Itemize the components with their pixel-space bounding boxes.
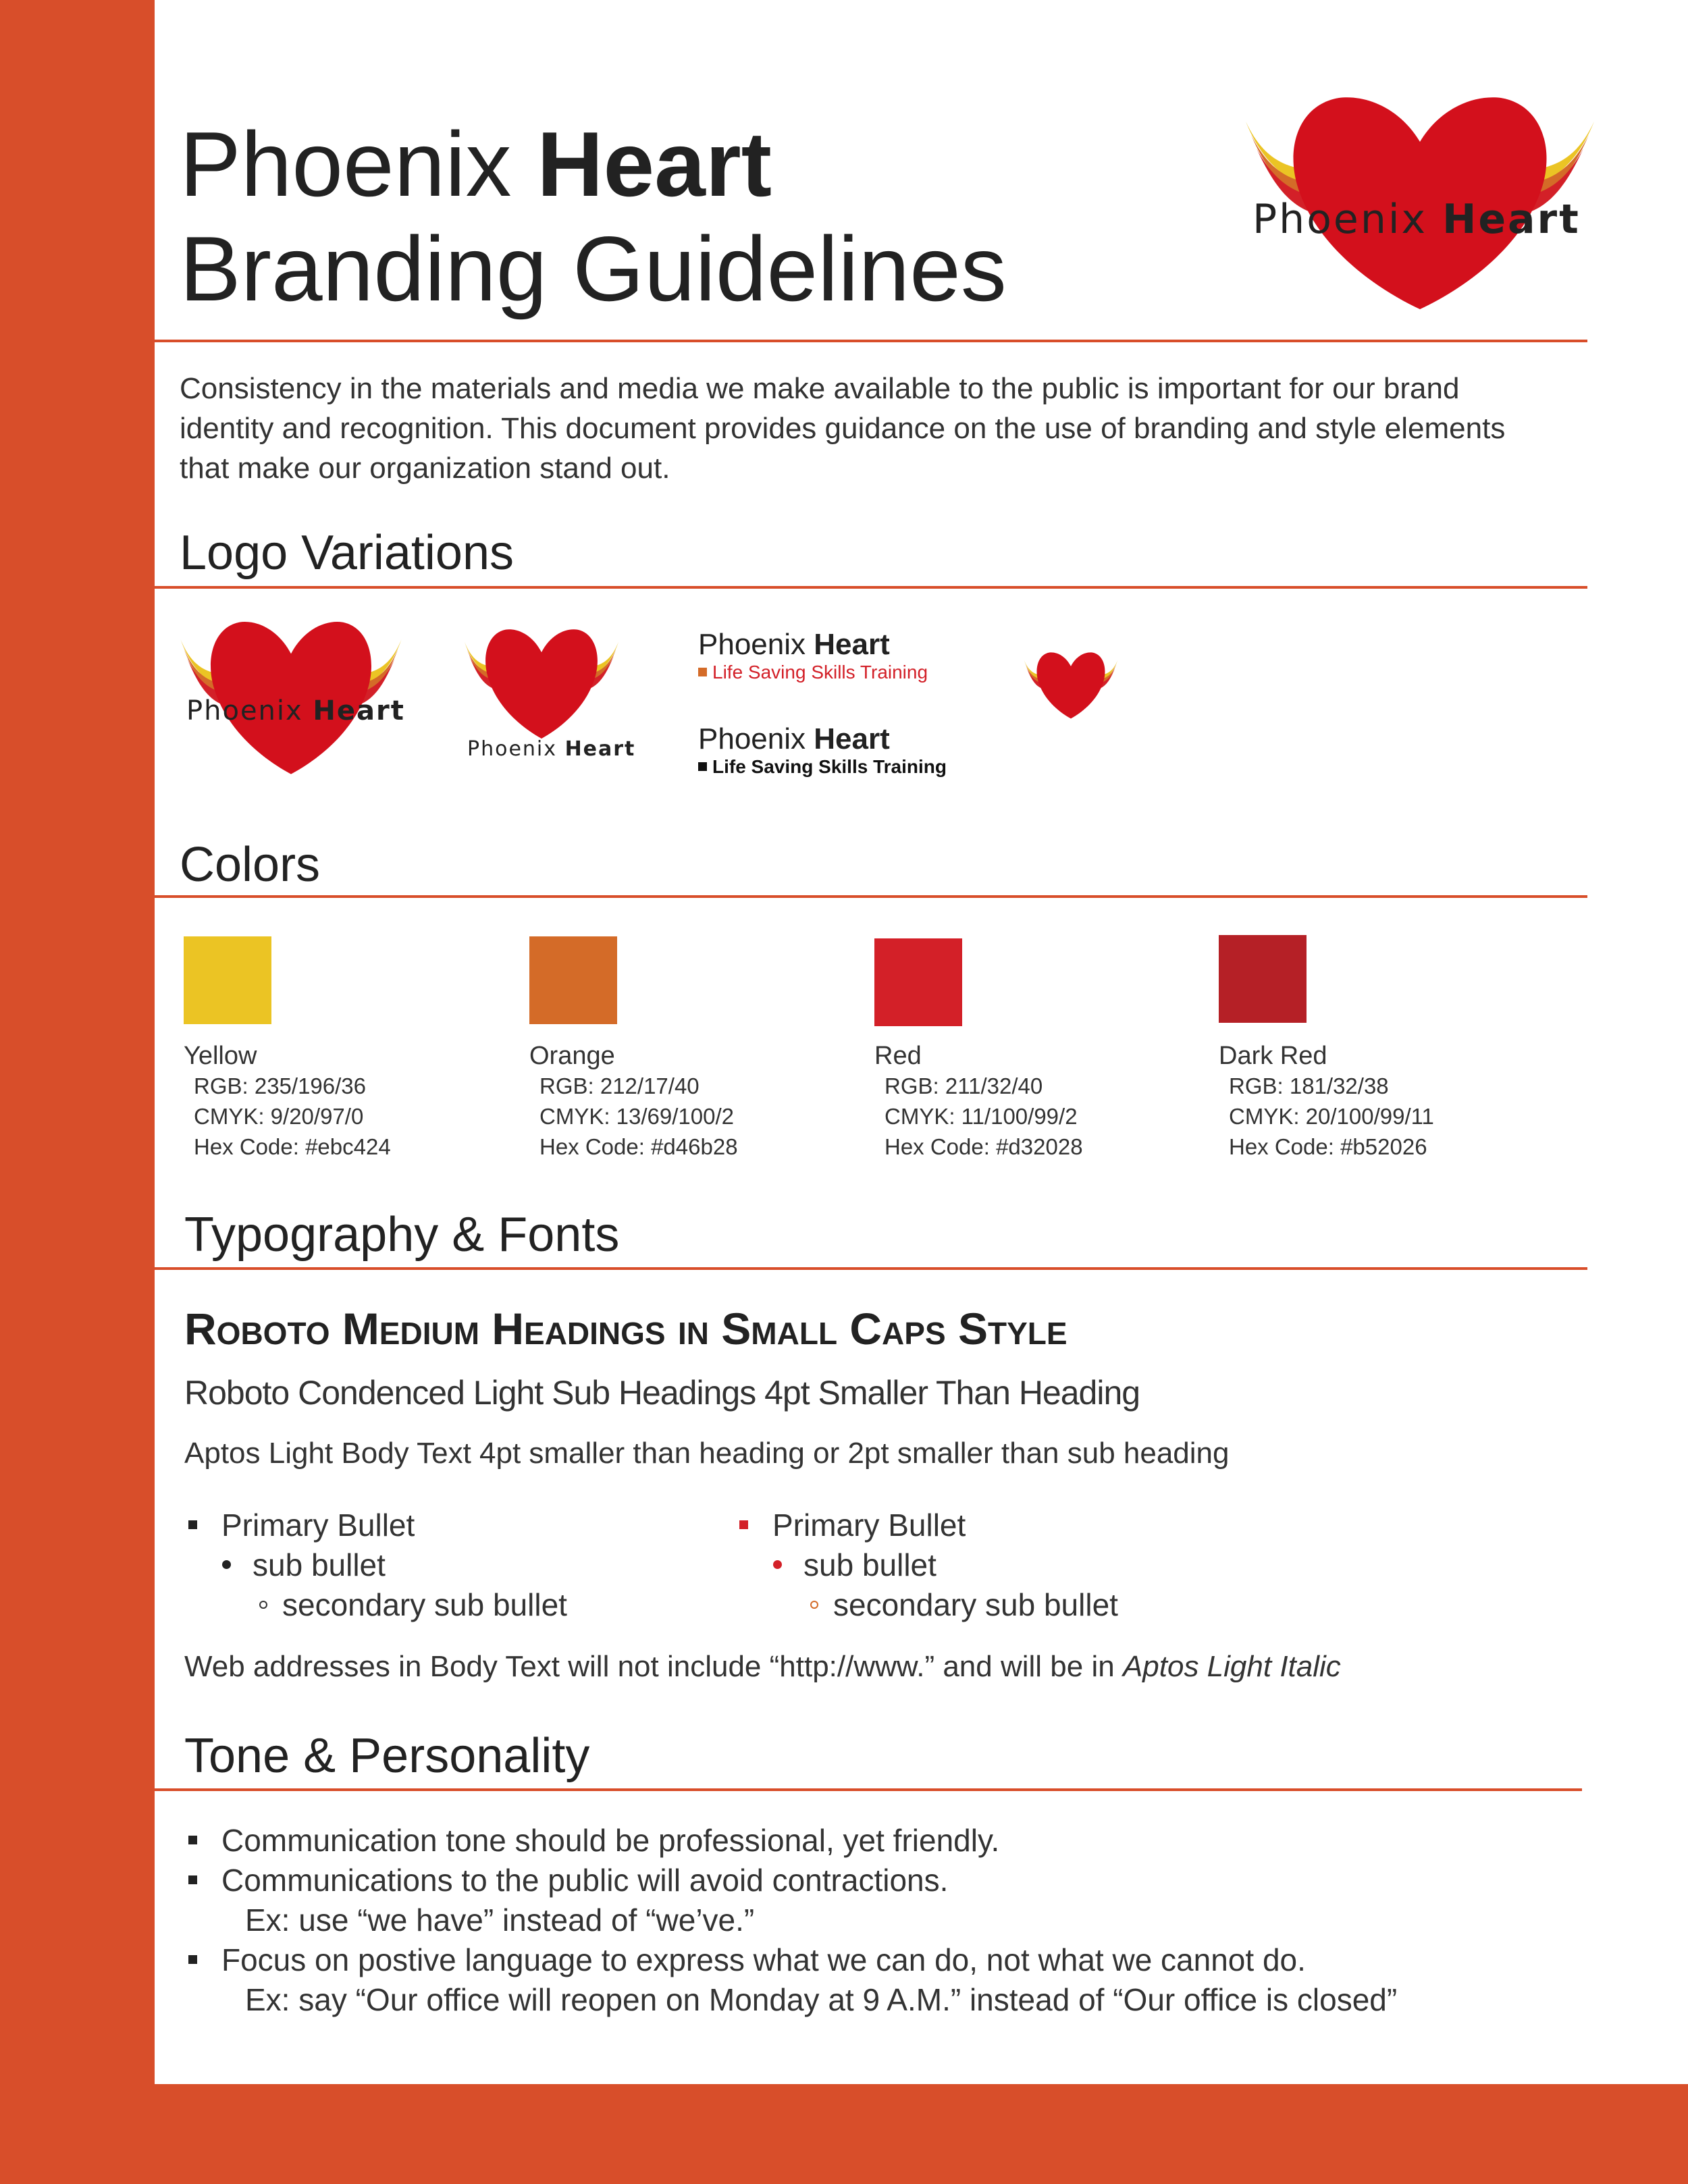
main-logo-wordmark: Phoenix Heart: [1252, 196, 1581, 243]
square-bullet-icon: [188, 1520, 197, 1529]
document-page: [155, 0, 1688, 2084]
color-card: Yellow RGB: 235/196/36 CMYK: 9/20/97/0 Hex Code: #ebc424: [184, 936, 508, 1162]
logo-text-wordmark: Phoenix Heart: [698, 628, 890, 661]
heart-wings-icon: [1024, 651, 1118, 719]
body-style-sample: Aptos Light Body Text 4pt smaller than heading or 2pt smaller than sub heading: [184, 1437, 1230, 1470]
main-logo: [1244, 95, 1595, 311]
section-heading-typography: Typography & Fonts: [184, 1208, 620, 1262]
tone-bullet: Communications to the public will avoid contractions.: [188, 1862, 948, 1898]
logo-variations-divider: [155, 586, 1587, 589]
subheading-style-sample: Roboto Condenced Light Sub Headings 4pt Smaller Than Heading: [184, 1374, 1140, 1412]
logo-text-tagline: Life Saving Skills Training: [698, 662, 928, 683]
color-swatch: [529, 936, 617, 1024]
web-address-note: Web addresses in Body Text will not include “http://www.” and will be in Aptos Light Italic: [184, 1650, 1341, 1683]
bullet-sample-sub-color: sub bullet: [773, 1547, 937, 1583]
logo-variation-text-color: [698, 628, 928, 683]
tone-example: Ex: use “we have” instead of “we’ve.”: [245, 1902, 755, 1938]
dot-bullet-icon: [773, 1560, 782, 1569]
tone-bullet: Focus on postive language to express what we can do, not what we cannot do.: [188, 1942, 1306, 1978]
ring-bullet-icon: [810, 1601, 818, 1609]
section-heading-colors: Colors: [180, 838, 321, 892]
bullet-sample-secondary-color: secondary sub bullet: [810, 1587, 1118, 1623]
logo-variation-text-black: [698, 722, 947, 778]
color-swatch: [1219, 935, 1307, 1023]
ring-bullet-icon: [259, 1601, 267, 1609]
tone-divider: [155, 1788, 1582, 1791]
typography-divider: [155, 1267, 1587, 1270]
logo-variation-full: [180, 620, 405, 775]
header-divider: [155, 340, 1587, 342]
square-bullet-icon: [739, 1520, 748, 1529]
title-line-1: Phoenix Heart: [180, 113, 772, 215]
page-title: [180, 109, 1007, 324]
color-card: Orange RGB: 212/17/40 CMYK: 13/69/100/2 Hex Code: #d46b28: [529, 936, 853, 1162]
bullet-sample-primary-color: Primary Bullet: [739, 1507, 966, 1543]
section-heading-logo-variations: Logo Variations: [180, 526, 514, 580]
square-bullet-icon: [698, 762, 707, 771]
tone-bullet: Communication tone should be professional, yet friendly.: [188, 1822, 999, 1859]
tone-example: Ex: say “Our office will reopen on Monday at 9 A.M.” instead of “Our office is closed”: [245, 1982, 1398, 2017]
logo-text-tagline: Life Saving Skills Training: [698, 756, 947, 778]
color-swatch: [874, 938, 962, 1026]
intro-paragraph: Consistency in the materials and media we make available to the public is important for our brand identity and recognition. This document provides guidance on the use of branding and style elements that make our organization stand out.: [180, 372, 1506, 485]
heading-style-sample: Roboto Medium Headings in Small Caps Style: [184, 1304, 1067, 1354]
dot-bullet-icon: [222, 1560, 231, 1569]
logo-variation-full-wordmark: Phoenix Heart: [186, 695, 405, 726]
square-bullet-icon: [188, 1875, 197, 1884]
section-heading-tone: Tone & Personality: [184, 1729, 590, 1783]
color-card: Dark Red RGB: 181/32/38 CMYK: 20/100/99/11 Hex Code: #b52026: [1219, 935, 1543, 1162]
logo-variation-icon-only: [1024, 651, 1118, 719]
square-bullet-icon: [698, 668, 707, 676]
color-card: Red RGB: 211/32/40 CMYK: 11/100/99/2 Hex Code: #d32028: [874, 938, 1198, 1162]
logo-variation-stacked-wordmark: Phoenix Heart: [467, 737, 636, 761]
title-line-2: Branding Guidelines: [180, 217, 1007, 321]
logo-text-wordmark: Phoenix Heart: [698, 722, 890, 755]
color-swatch: [184, 936, 271, 1024]
colors-divider: [155, 895, 1587, 898]
logo-variation-stacked: [464, 628, 639, 763]
bullet-sample-sub: sub bullet: [222, 1547, 386, 1583]
square-bullet-icon: [188, 1955, 197, 1964]
heart-wings-icon: [464, 628, 619, 739]
square-bullet-icon: [188, 1836, 197, 1844]
bullet-sample-primary: Primary Bullet: [188, 1507, 415, 1543]
bullet-sample-secondary: secondary sub bullet: [259, 1587, 567, 1623]
